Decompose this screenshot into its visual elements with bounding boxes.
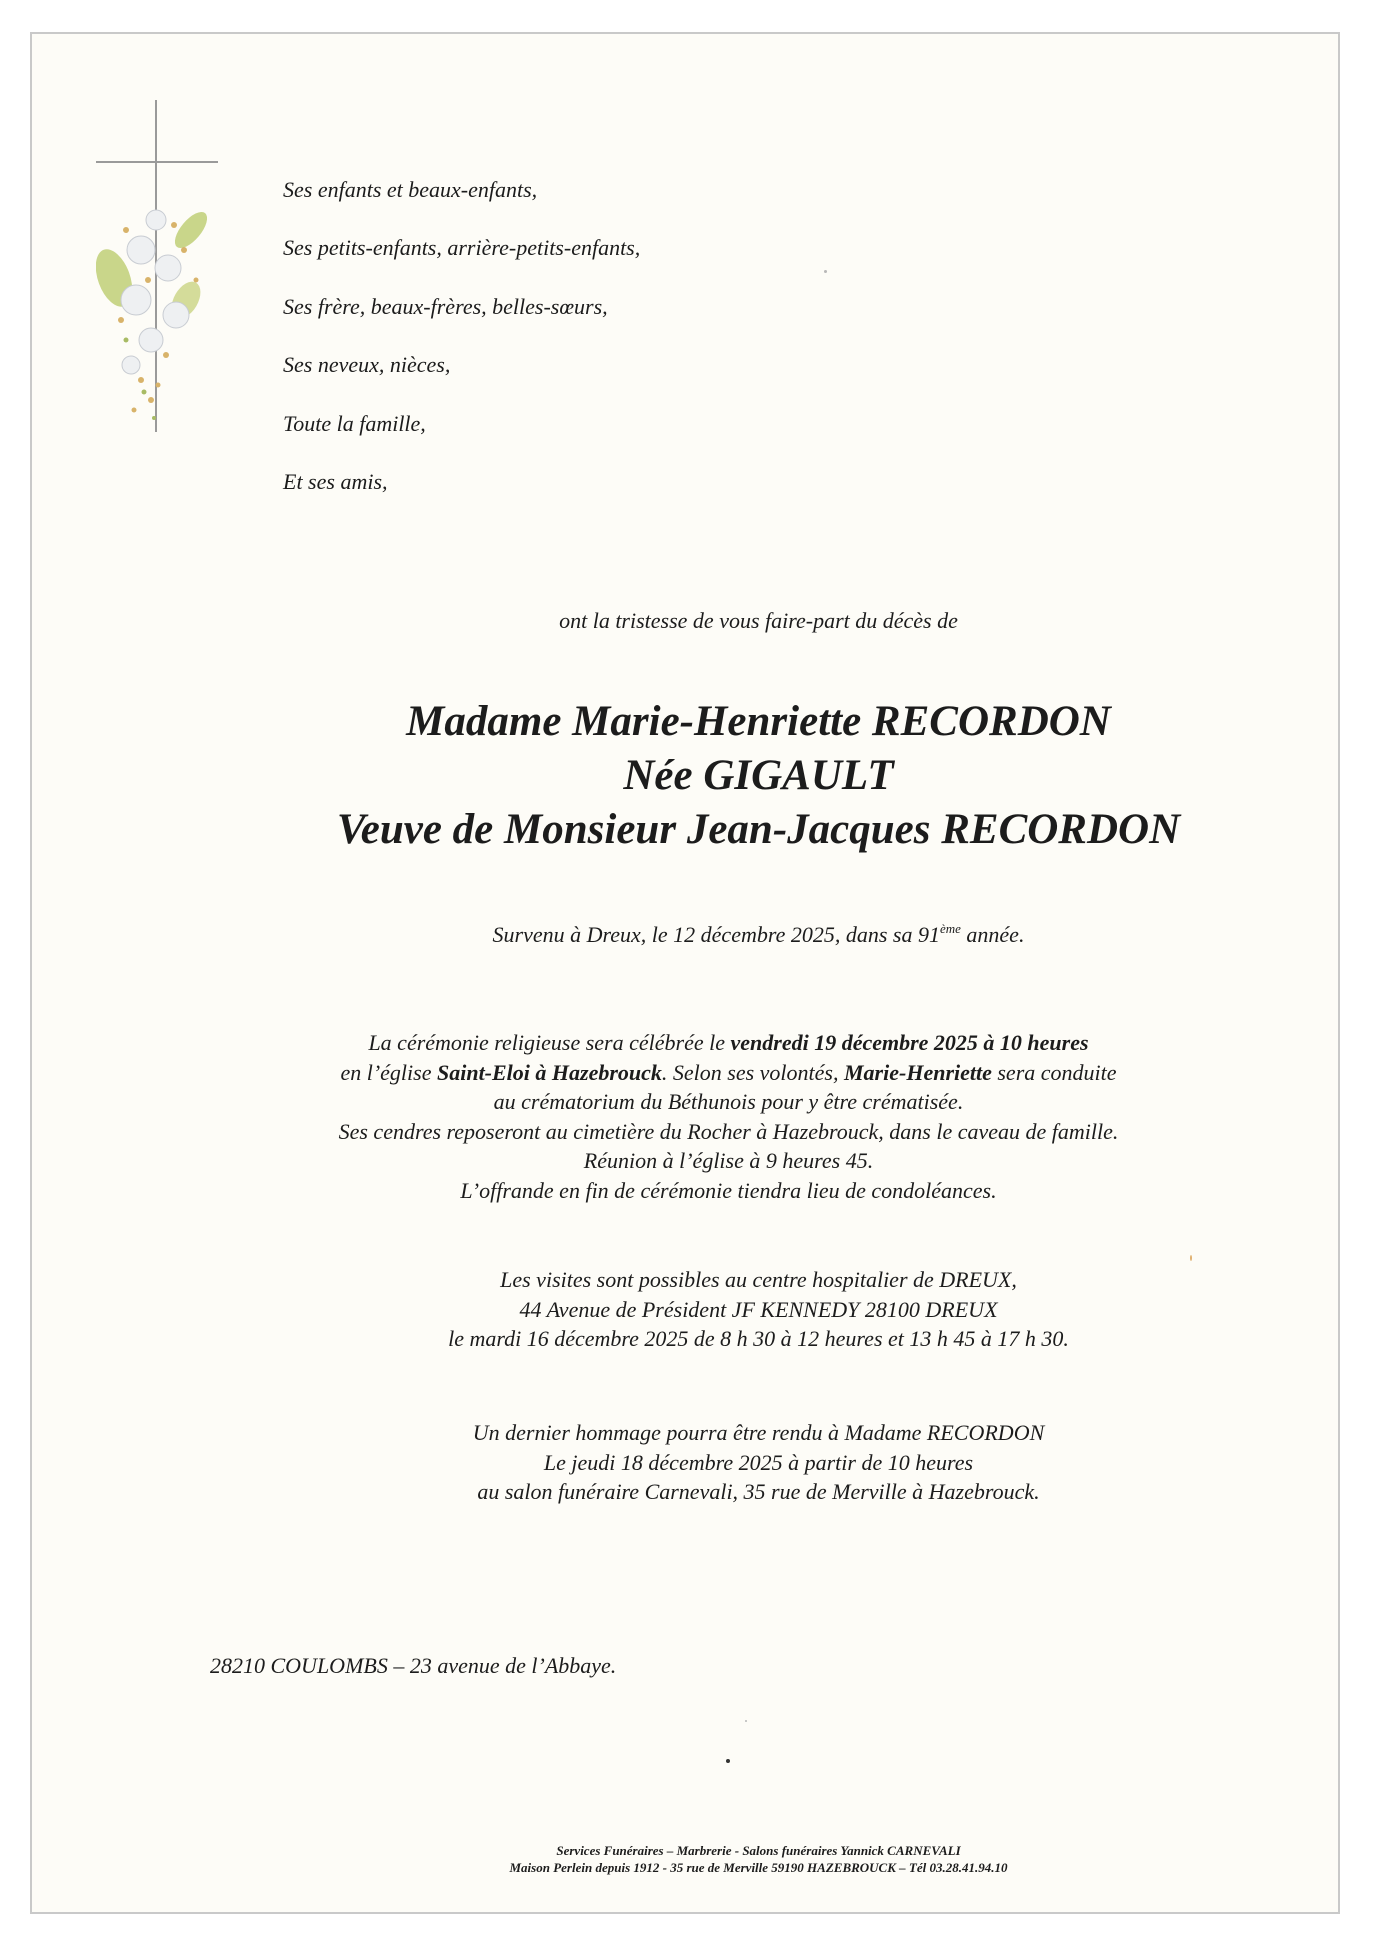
family-line: Et ses amis, [283,468,388,494]
hommage-line: Le jeudi 18 décembre 2025 à partir de 10 heures [543,1449,974,1475]
scan-speck [1190,1255,1192,1261]
scan-speck [824,270,827,273]
ceremony-line: Ses cendres reposeront au cimetière du Rocher à Hazebrouck, dans le caveau de famille. [338,1118,1119,1144]
hommage-line: Un dernier hommage pourra être rendu à Madame RECORDON [472,1420,1045,1445]
footer-line: Services Funéraires – Marbrerie - Salons funéraires Yannick CARNEVALI [556,1843,961,1858]
ceremony-text: . Selon ses volontés, [661,1059,844,1085]
ceremony-line [80,1058,1377,1088]
announcement-text: ont la tristesse de vous faire-part du décès de [559,608,958,633]
ceremony-line [80,1028,1377,1058]
family-line: Ses enfants et beaux-enfants, [283,177,538,202]
deceased-widow-of: Veuve de Monsieur Jean-Jacques RECORDON [336,806,1181,853]
deceased-names [0,695,1377,857]
funeral-home-footer [0,1842,1377,1876]
ceremony-first-name: Marie-Henriette [844,1059,992,1085]
death-notice-ordinal: ème [939,921,961,936]
ceremony-line: L’offrande en fin de cérémonie tiendra lieu de condoléances. [460,1177,997,1203]
ceremony-line: au crématorium du Béthunois pour y être crématisée. [493,1089,964,1115]
ceremony-block [0,1028,1377,1206]
visits-line: le mardi 16 décembre 2025 de 8 h 30 à 12 heures et 13 h 45 à 17 h 30. [448,1326,1069,1352]
visits-block [0,1265,1377,1354]
footer-line: Maison Perlein depuis 1912 - 35 rue de Merville 59190 HAZEBROUCK – Tél 03.28.41.94.10 [509,1860,1008,1875]
death-notice-end: année. [960,922,1025,947]
family-line: Ses frère, beaux-frères, belles-sœurs, [283,293,608,319]
hommage-block [0,1418,1377,1507]
ceremony-line: Réunion à l’église à 9 heures 45. [583,1148,874,1174]
scan-speck [745,1720,747,1722]
ceremony-date: vendredi 19 décembre 2025 à 10 heures [730,1030,1089,1055]
family-line: Ses neveux, nièces, [283,352,451,378]
ceremony-text: La cérémonie religieuse sera célébrée le [368,1030,731,1055]
death-notice [0,922,1377,948]
family-line: Ses petits-enfants, arrière-petits-enfants, [283,235,641,261]
notice-sheet [30,32,1340,1914]
visits-line: Les visites sont possibles au centre hospitalier de DREUX, [500,1267,1017,1292]
scan-speck [726,1759,730,1763]
cross-flowers-icon [96,100,220,432]
ceremony-text: en l’église [340,1059,437,1085]
ceremony-text: sera conduite [991,1059,1117,1085]
family-line: Toute la famille, [283,410,426,436]
deceased-name: Madame Marie-Henriette RECORDON [406,698,1111,745]
deceased-birth-name: Née GIGAULT [623,752,894,799]
visits-line: 44 Avenue de Président JF KENNEDY 28100 DREUX [519,1296,998,1322]
family-address: 28210 COULOMBS – 23 avenue de l’Abbaye. [210,1653,617,1678]
death-notice-text: Survenu à Dreux, le 12 décembre 2025, dans sa 91 [492,922,940,947]
hommage-line: au salon funéraire Carnevali, 35 rue de Merville à Hazebrouck. [477,1479,1040,1505]
ceremony-church: Saint-Eloi à Hazebrouck [436,1059,662,1085]
family-list [283,175,640,525]
